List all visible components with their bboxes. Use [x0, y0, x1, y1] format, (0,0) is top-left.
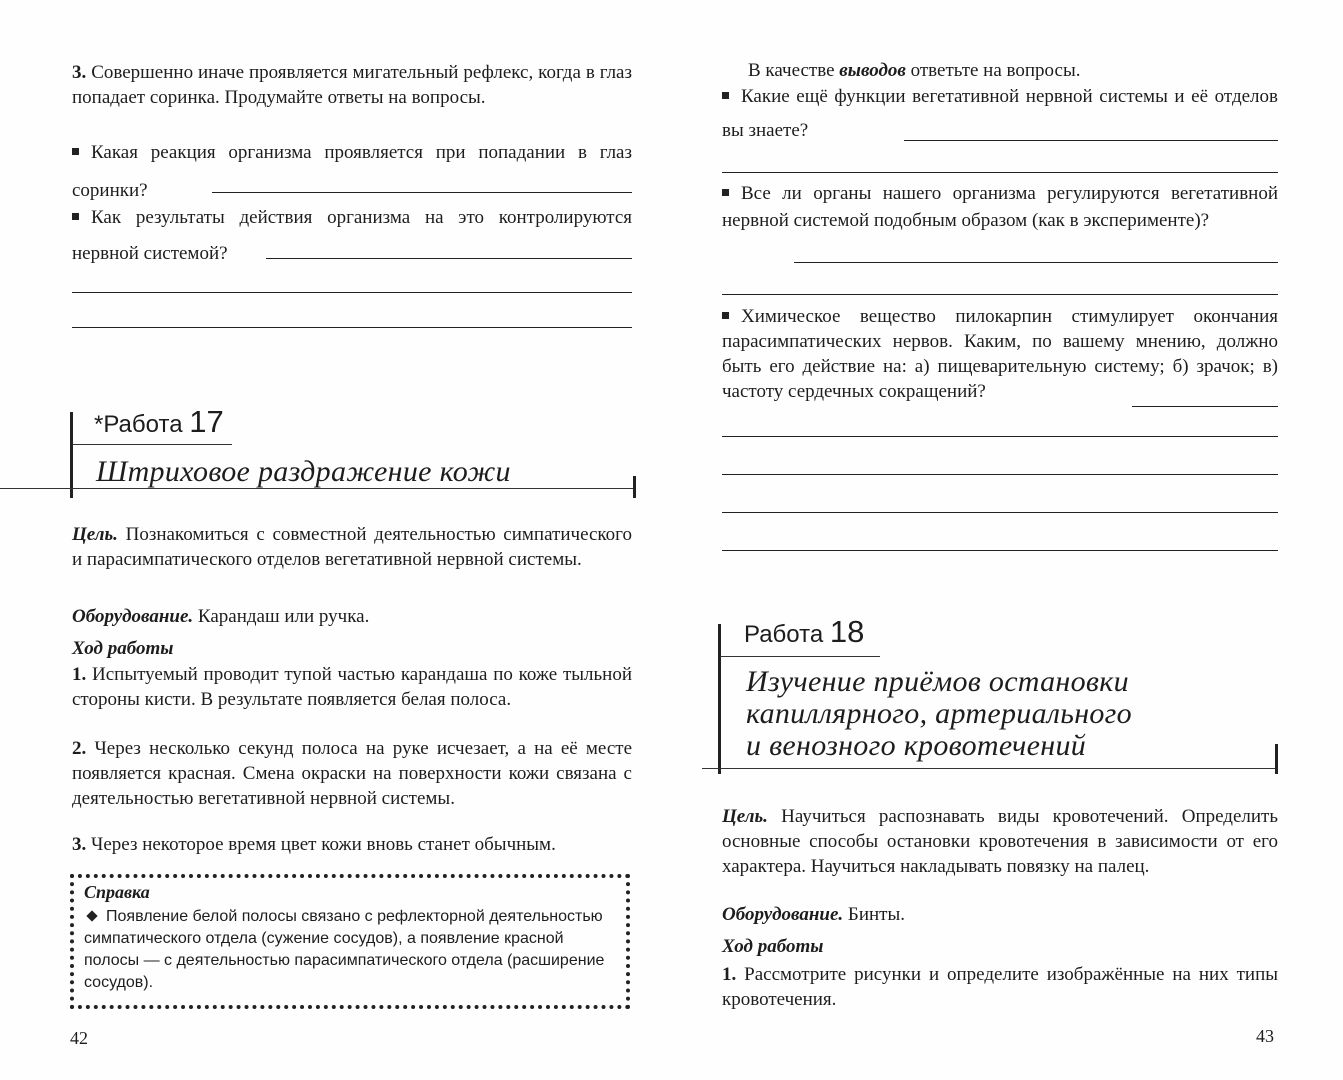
goal-paragraph [722, 804, 1278, 879]
heading-bar [70, 412, 73, 498]
question-3-text: Совершенно иначе проявляется мигательный рефлекс, когда в глаз попадает соринка. Продумайте ответы на вопросы. [72, 62, 632, 108]
answer-line[interactable] [212, 192, 632, 193]
answer-line[interactable] [722, 550, 1278, 551]
goal-label: Цель. [722, 806, 768, 827]
page-number: 42 [70, 1028, 88, 1048]
step-number: 3. [72, 834, 87, 855]
bullet-icon [722, 312, 729, 319]
bullet-icon [722, 189, 729, 196]
bullet-question [722, 80, 1278, 148]
heading-bar-end [1275, 744, 1278, 774]
answer-line[interactable] [722, 294, 1278, 295]
bullet-icon [72, 213, 79, 220]
work-18-title [746, 666, 1132, 762]
answer-line[interactable] [722, 436, 1278, 437]
bullet-question-text: Как результаты действия организма на это контролируются нервной системой? [72, 207, 632, 264]
reference-body [84, 906, 622, 994]
question-3 [72, 60, 632, 110]
answer-line[interactable] [722, 172, 1278, 173]
answer-line[interactable] [72, 292, 632, 293]
step-number: 1. [722, 964, 737, 985]
bullet-question [72, 134, 632, 210]
work-17-label [94, 404, 224, 440]
step-number: 1. [72, 664, 87, 685]
question-3-number: 3. [72, 62, 87, 83]
heading-bar [718, 624, 721, 774]
heading-rule [702, 768, 1278, 769]
reference-title: Справка [84, 882, 150, 902]
heading-underline [72, 444, 232, 445]
heading-bar-end [633, 476, 636, 498]
step-number: 2. [72, 738, 87, 759]
heading-rule [0, 488, 636, 489]
goal-paragraph [72, 522, 632, 572]
answer-line[interactable] [722, 512, 1278, 513]
procedure-heading: Ход работы [722, 936, 824, 957]
goal-text: Научиться распознавать виды кровотечений. Определить основные способы остановки кровотечения в зависимости от его характера. Научиться накладывать повязку на палец. [722, 806, 1279, 877]
bullet-icon [72, 148, 79, 155]
bullet-question-text: Химическое вещество пилокарпин стимулирует окончания парасимпатических нервов. Каким, по вашему мнению, должно быть его действие на: а) пищеварительную систему; б) зрачок; в) частоту сердечных сокращений? [722, 306, 1278, 402]
answer-line[interactable] [904, 140, 1278, 141]
equipment-text: Бинты. [847, 904, 905, 925]
answer-line[interactable] [72, 327, 632, 328]
equipment-paragraph [72, 604, 632, 629]
conclusions-suffix: ответьте на вопросы. [910, 60, 1081, 81]
work-18-label [744, 614, 864, 650]
heading-underline [720, 656, 880, 657]
step-2 [72, 736, 632, 811]
work-17-prefix: *Работа [94, 411, 183, 438]
work-18-title-line: Изучение приёмов остановки [746, 665, 1129, 698]
work-18-title-line: капиллярного, артериального [746, 697, 1132, 730]
goal-text: Познакомиться с совместной деятельностью симпатического и парасимпатического отделов вегетативной нервной системы. [72, 524, 632, 570]
equipment-label: Оборудование. [722, 904, 844, 925]
equipment-text: Карандаш или ручка. [197, 606, 370, 627]
step-text: Через несколько секунд полоса на руке исчезает, а на её месте появляется красная. Смена окраски на поверхности кожи связана с деятельностью вегетативной нервной системы. [72, 738, 633, 809]
bullet-icon [722, 92, 729, 99]
bullet-question [722, 180, 1278, 234]
answer-line[interactable] [722, 474, 1278, 475]
work-17-number: 17 [189, 404, 224, 439]
answer-line[interactable] [1132, 406, 1278, 407]
step-1 [72, 662, 632, 712]
procedure-heading: Ход работы [72, 638, 174, 659]
conclusions-prefix: В качестве [748, 60, 835, 81]
bullet-question-text: Все ли органы нашего организма регулируются вегетативной нервной системой подобным образом (как в эксперименте)? [722, 183, 1278, 231]
work-17-title: Штриховое раздражение кожи [96, 455, 511, 488]
work-18-title-line: и венозного кровотечений [746, 729, 1087, 762]
bullet-question-text: Какие ещё функции вегетативной нервной системы и её отделов вы знаете? [722, 86, 1278, 141]
bullet-question-text: Какая реакция организма проявляется при попадании в глаз соринки? [72, 142, 632, 201]
equipment-label: Оборудование. [72, 606, 194, 627]
step-text: Испытуемый проводит тупой частью карандаша по коже тыльной стороны кисти. В результате появляется белая полоса. [72, 664, 632, 710]
right-page [672, 0, 1343, 1080]
step-3 [72, 832, 632, 857]
step-1 [722, 962, 1278, 1012]
reference-box [70, 874, 630, 1009]
step-text: Рассмотрите рисунки и определите изображённые на них типы кровотечения. [722, 964, 1279, 1010]
answer-line[interactable] [794, 262, 1278, 263]
bullet-question [72, 200, 632, 272]
diamond-icon [86, 910, 97, 921]
conclusions-bold: выводов [839, 60, 906, 81]
work-18-number: 18 [829, 614, 865, 649]
step-text: Через некоторое время цвет кожи вновь станет обычным. [91, 834, 556, 855]
equipment-paragraph [722, 902, 1278, 927]
answer-line[interactable] [266, 258, 632, 259]
goal-label: Цель. [72, 524, 118, 545]
page-number: 43 [1256, 1026, 1274, 1046]
work-18-prefix: Работа [744, 621, 824, 648]
bullet-question [722, 304, 1278, 404]
reference-text: Появление белой полосы связано с рефлекторной деятельностью симпатического отдела (сужение сосудов), а появление красной полосы — с деятельностью парасимпатического отдела (расширение сосудов). [84, 908, 605, 991]
